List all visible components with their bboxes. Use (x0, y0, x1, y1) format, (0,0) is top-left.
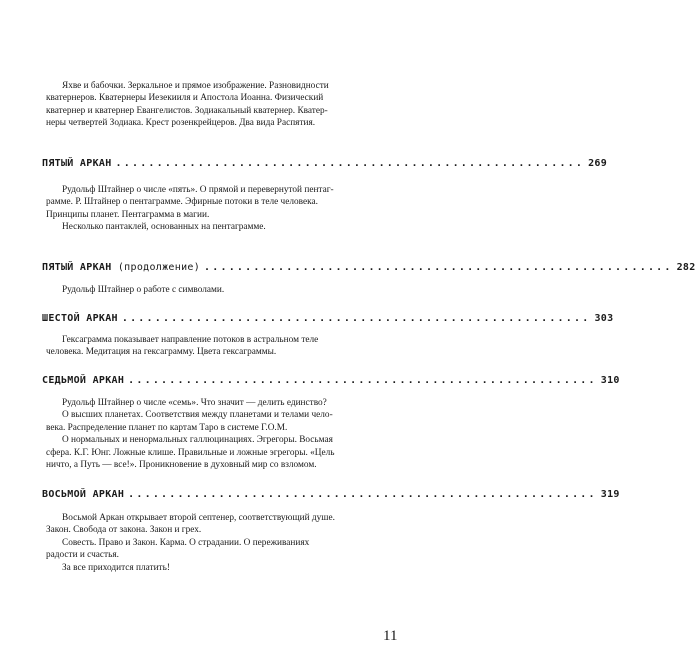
toc-entry-page-number: 310 (600, 375, 620, 386)
leader-dots: ......................................................... (115, 158, 585, 169)
description-line: Гексаграмма показывает направление потоков в астральном теле (62, 335, 319, 345)
description-line: рамме. Р. Штайнер о пентаграмме. Эфирные потоки в теле человека. (46, 197, 318, 208)
toc-entry-heading (42, 313, 614, 327)
toc-entry-title: ПЯТЫЙ АРКАН (42, 158, 112, 169)
toc-entry-heading (42, 158, 608, 172)
description-line: Несколько пантаклей, основанных на пентаграмме. (62, 222, 266, 233)
toc-entry-title: ШЕСТОЙ АРКАН (42, 313, 118, 324)
toc-entry-title: СЕДЬМОЙ АРКАН (42, 375, 125, 386)
intro-paragraph (46, 80, 396, 130)
page-number: 11 (383, 628, 398, 644)
toc-entry-page-number: 303 (594, 313, 614, 324)
toc-entry-subtitle: (продолжение) (117, 262, 201, 273)
intro-line: Яхве и бабочки. Зеркальное и прямое изображение. Разновидности (62, 81, 329, 91)
toc-entry-page-number: 319 (600, 489, 620, 500)
description-line: радости и счастья. (46, 550, 119, 561)
description-line: сфера. К.Г. Юнг. Ложные клише. Правильные и ложные эгрегоры. «Цель (46, 447, 335, 458)
intro-line: неры четвертей Зодиака. Крест розенкрейцеров. Два вида Распятия. (46, 118, 316, 129)
toc-entry-heading (42, 489, 620, 503)
leader-dots: ......................................................... (204, 262, 673, 273)
toc-entry-page-number: 282 (676, 262, 696, 273)
description-line: Закон. Свобода от закона. Закон и грех. (46, 525, 202, 536)
description-line: Принципы планет. Пентаграмма в магии. (46, 209, 210, 220)
description-line: О высших планетах. Соответствия между планетами и телами чело- (62, 410, 333, 421)
description-line: О нормальных и ненормальных галлюцинациях. Эгрегоры. Восьмая (62, 435, 333, 446)
description-line: Восьмой Аркан открывает второй септенер, соответствующий душе. (62, 513, 335, 523)
description-line: Рудольф Штайнер о числе «пять». О прямой и перевернутой пентаг- (62, 185, 334, 195)
intro-line: кватернер и кватернер Евангелистов. Зодиакальный кватернер. Кватер- (46, 105, 328, 116)
toc-entry-description (46, 284, 396, 296)
toc-entry-title (42, 262, 200, 273)
toc-entry-heading (42, 375, 620, 389)
description-line: Рудольф Штайнер о работе с символами. (62, 285, 225, 295)
intro-line: кватернеров. Кватернеры Иезекииля и Апостола Иоанна. Физический (46, 93, 324, 104)
description-line: века. Распределение планет по картам Таро в системе Г.О.М. (46, 422, 288, 433)
toc-entry-title-main: ПЯТЫЙ АРКАН (42, 262, 112, 273)
leader-dots: ......................................................... (121, 313, 591, 324)
description-line: Совесть. Право и Закон. Карма. О страдании. О переживаниях (62, 537, 310, 548)
description-line: человека. Медитация на гексаграмму. Цвета гексаграммы. (46, 347, 277, 358)
description-line: За все приходится платить! (62, 562, 170, 573)
toc-entry-page-number: 269 (588, 158, 608, 169)
leader-dots: ......................................................... (128, 375, 597, 386)
description-line: ничто, а Путь — все!». Проникновение в духовный мир со взломом. (46, 460, 317, 471)
toc-entry-description (46, 184, 396, 234)
toc-entry-description (46, 397, 396, 471)
toc-entry-description (46, 334, 396, 359)
toc-entry-heading (42, 262, 696, 276)
leader-dots: ......................................................... (128, 489, 597, 500)
description-line: Рудольф Штайнер о числе «семь». Что значит — делить единство? (62, 398, 327, 408)
toc-entry-description (46, 512, 396, 574)
toc-entry-title: ВОСЬМОЙ АРКАН (42, 489, 125, 500)
